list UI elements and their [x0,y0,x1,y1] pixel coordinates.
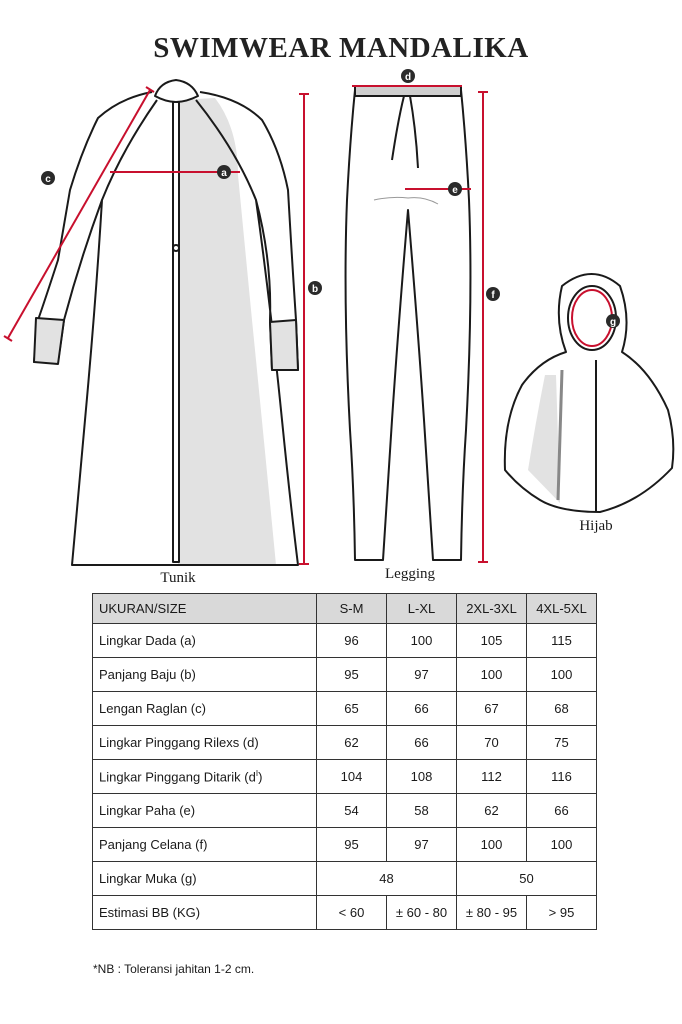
table-cell: 97 [387,658,457,692]
header-size-label: UKURAN/SIZE [93,594,317,624]
marker-f: f [491,290,495,301]
table-cell: 75 [527,726,597,760]
table-header-row [93,594,597,624]
hijab-drawing [505,274,674,512]
table-cell: 62 [457,794,527,828]
marker-d: d [404,72,412,83]
table-cell: 108 [387,760,457,794]
tolerance-note: *NB : Toleransi jahitan 1-2 cm. [93,962,255,976]
table-cell: 105 [457,624,527,658]
table-cell: 66 [387,692,457,726]
row-label-text: Lingkar Pinggang Ditarik [99,769,241,785]
row-label: Lingkar Muka (g) [93,862,317,896]
table-row [93,828,597,862]
table-cell: 100 [457,828,527,862]
marker-a: a [221,168,227,179]
row-label: Lingkar Pinggang Rilexs (d) [93,726,317,760]
table-cell: 116 [527,760,597,794]
marker-g: g [609,317,617,328]
table-cell: 65 [317,692,387,726]
table-row [93,794,597,828]
row-label: Panjang Baju (b) [93,658,317,692]
table-cell: 95 [317,828,387,862]
table-row [93,624,597,658]
row-label: Estimasi BB (KG) [93,896,317,930]
table-row [93,760,597,794]
table-cell: > 95 [527,896,597,930]
tunic-drawing [34,80,298,565]
row-label: Lingkar Dada (a) [93,624,317,658]
row-label: Lingkar Paha (e) [93,794,317,828]
table-row [93,862,597,896]
row-label: Lengan Raglan (c) [93,692,317,726]
marker-b: b [311,284,319,295]
table-cell: 67 [457,692,527,726]
table-cell: 95 [317,658,387,692]
table-cell: 70 [457,726,527,760]
table-row [93,658,597,692]
marker-e: e [452,185,458,196]
header-sm: S-M [317,594,387,624]
table-cell: 100 [387,624,457,658]
header-2xl-3xl: 2XL-3XL [457,594,527,624]
table-cell: 50 [457,862,597,896]
table-cell: 115 [527,624,597,658]
table-cell: 68 [527,692,597,726]
table-cell: 100 [457,658,527,692]
table-cell: 100 [527,828,597,862]
size-table [92,593,597,930]
table-cell: ± 60 - 80 [387,896,457,930]
table-row [93,692,597,726]
table-cell: 62 [317,726,387,760]
table-cell: 54 [317,794,387,828]
table-row [93,896,597,930]
marker-c: c [45,174,51,185]
table-row [93,726,597,760]
table-cell: < 60 [317,896,387,930]
hijab-caption: Hijab [579,518,613,534]
table-cell: 66 [387,726,457,760]
table-cell: 104 [317,760,387,794]
table-cell: 66 [527,794,597,828]
row-label [93,760,317,794]
page-title: SWIMWEAR MANDALIKA [153,32,529,64]
table-cell: ± 80 - 95 [457,896,527,930]
header-4xl-5xl: 4XL-5XL [527,594,597,624]
legging-caption: Legging [385,566,435,582]
legging-drawing [346,86,471,560]
table-cell: 97 [387,828,457,862]
table-cell: 112 [457,760,527,794]
table-cell: 100 [527,658,597,692]
tunic-caption: Tunik [160,570,196,586]
row-label-sup: I [255,768,259,778]
table-cell: 96 [317,624,387,658]
table-cell: 58 [387,794,457,828]
header-lxl: L-XL [387,594,457,624]
row-label: Panjang Celana (f) [93,828,317,862]
row-label-suffix: (d [244,769,256,785]
table-cell: 48 [317,862,457,896]
row-label-close: ) [258,769,263,785]
